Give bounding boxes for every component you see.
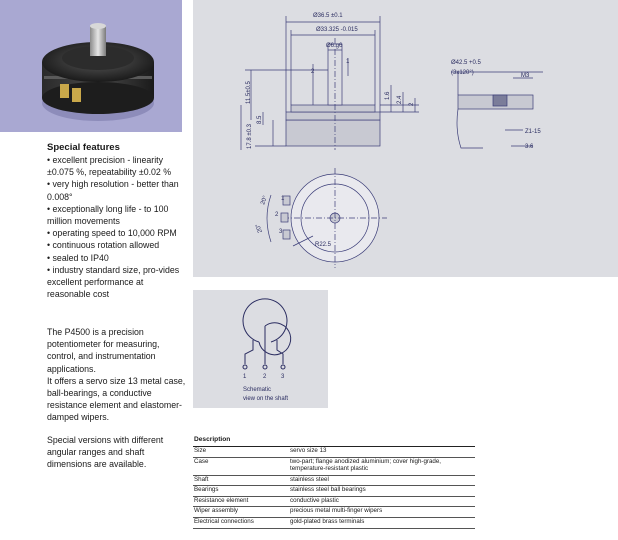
table-header-row <box>193 436 475 447</box>
product-photo <box>0 0 182 132</box>
spec-label: Shaft <box>193 475 289 486</box>
spec-value: servo size 13 <box>289 447 475 458</box>
spec-value: two-part; flange anodized aluminium; cover high-grade, temperature-resistant plastic <box>289 457 475 475</box>
spec-value: stainless steel <box>289 475 475 486</box>
spec-label: Wiper assembly <box>193 507 289 518</box>
dim-m3-label: M3 <box>521 73 530 79</box>
schematic-pin-2: 2 <box>263 374 267 380</box>
dim-shaft-label: Ø6 g6 <box>326 43 343 49</box>
table-row <box>193 507 475 518</box>
product-description <box>47 326 187 480</box>
schematic-svg <box>193 290 328 408</box>
features-title: Special features <box>47 142 120 153</box>
schematic-caption-2: view on the shaft <box>243 396 289 402</box>
table-row <box>193 486 475 497</box>
dim-11-5-label: 11.5±0.5 <box>246 81 252 104</box>
dim-outer-label: Ø36.5 ±0.1 <box>313 13 343 19</box>
spec-value: gold-plated brass terminals <box>289 517 475 528</box>
dim-r22-5-label: R22.5 <box>315 242 332 248</box>
dim-20b-label: 20° <box>255 222 264 234</box>
table-row <box>193 517 475 528</box>
dimension-drawing <box>193 0 618 277</box>
dim-3-6-label: 3.6 <box>525 144 534 150</box>
dim-1-6-label: 1.6 <box>385 91 391 100</box>
dim-1-label: 1 <box>346 59 350 65</box>
table-row <box>193 447 475 458</box>
spec-label: Case <box>193 457 289 475</box>
table-row <box>193 475 475 486</box>
dim-17-8-label: 17.8 ±0.3 <box>247 124 253 149</box>
dim-2b-label: 2 <box>409 102 415 106</box>
table-row <box>193 496 475 507</box>
dim-20a-label: 20° <box>260 195 269 206</box>
description-paragraph: It offers a servo size 13 metal case, ball-bearings, a conductive resistance element and elastomer-damped wipers. <box>47 375 186 423</box>
spec-value: stainless steel ball bearings <box>289 486 475 497</box>
spec-table <box>193 436 475 529</box>
dim-3x120-label: (3x120°) <box>451 70 474 76</box>
feature-item: • continuous rotation allowed <box>47 240 160 251</box>
dim-2-4-label: 2.4 <box>397 95 403 104</box>
feature-item: • operating speed to 10,000 RPM <box>47 228 177 239</box>
potentiometer-image <box>0 0 182 132</box>
description-paragraph: The P4500 is a precision potentiometer for measuring, control, and instrumentation applications. <box>47 327 160 374</box>
schematic-pin-3: 3 <box>281 374 285 380</box>
schematic-pin-1: 1 <box>243 374 247 380</box>
feature-item: • excellent precision - linearity ±0.075 %, repeatability ±0.02 % <box>47 155 172 178</box>
pin-1-label: 1 <box>281 196 285 202</box>
spec-value: conductive plastic <box>289 496 475 507</box>
dim-flange-label: Ø33.325 -0.015 <box>316 27 358 33</box>
feature-item: • very high resolution - better than 0.008° <box>47 179 179 202</box>
feature-item: • exceptionally long life - to 100 million movements <box>47 203 169 227</box>
schematic-caption-1: Schematic <box>243 387 272 393</box>
dim-2-label: 2 <box>311 69 315 75</box>
spec-value: precious metal multi-finger wipers <box>289 507 475 518</box>
table-row <box>193 457 475 475</box>
pin-3-label: 3 <box>279 229 283 235</box>
feature-item: • industry standard size, pro-vides excellent performance at reasonable cost <box>47 264 180 300</box>
dim-z1-15-label: Z1-15 <box>525 129 541 135</box>
dim-8-5-label: 8.5 <box>257 115 263 124</box>
features-list <box>47 154 187 300</box>
pin-2-label: 2 <box>275 212 279 218</box>
description-paragraph: Special versions with different angular ranges and shaft dimensions are available. <box>47 434 164 470</box>
dimension-drawing-svg <box>193 0 618 277</box>
feature-item: • sealed to IP40 <box>47 252 109 263</box>
spec-label: Resistance element <box>193 496 289 507</box>
schematic-panel <box>193 290 328 408</box>
spec-label: Bearings <box>193 486 289 497</box>
spec-label: Electrical connections <box>193 517 289 528</box>
spec-label: Size <box>193 447 289 458</box>
dim-42-5-label: Ø42.5 +0.5 <box>451 60 481 66</box>
table-header: Description <box>193 436 475 447</box>
